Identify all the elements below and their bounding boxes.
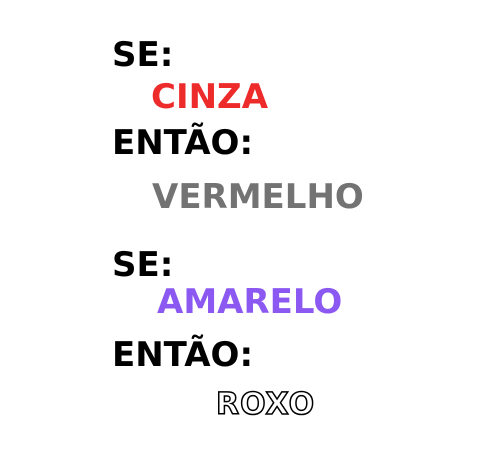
rule-1-then-word: VERMELHO: [152, 177, 364, 217]
rule-2-then-label: ENTÃO:: [112, 335, 254, 375]
rule-1-then-label: ENTÃO:: [112, 123, 254, 163]
rule-1-if-word: CINZA: [151, 77, 269, 117]
rule-1-if-label: SE:: [112, 35, 174, 75]
rule-2-if-word: AMARELO: [157, 282, 343, 322]
rule-2-if-label: SE:: [112, 245, 174, 285]
rule-2-then-word: ROXO: [216, 387, 316, 422]
